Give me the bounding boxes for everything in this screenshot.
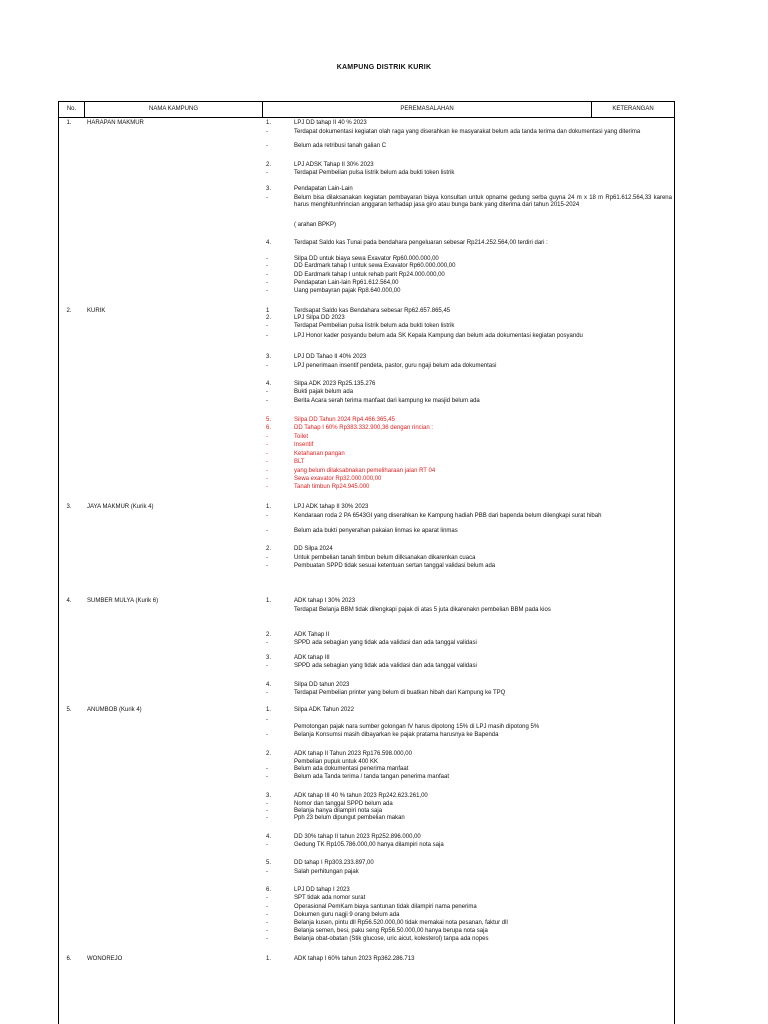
problem-marker: 6. (266, 425, 272, 431)
problem-marker: 1 (266, 308, 270, 314)
problem-line (266, 956, 672, 963)
problem-text: DD Eardmark tahap I untuk sewa Exavator Rp60.000.000,00 (294, 263, 456, 269)
problem-text: Belum ada bukti penyerahan pakaian linmas ke aparat linmas (294, 528, 458, 534)
problem-marker: - (266, 195, 268, 201)
problem-text: Operasional PemKam biaya santunan tidak dilampiri nama penerima (294, 904, 477, 910)
problem-line (266, 815, 672, 822)
problem-line (266, 484, 672, 491)
problem-text: DD tahap I Rp303.233.897,00 (294, 860, 374, 866)
problem-marker: 5. (266, 860, 272, 866)
problem-marker: - (266, 928, 268, 934)
problem-line (266, 333, 672, 340)
problem-marker: 4. (266, 381, 272, 387)
problem-line (266, 272, 672, 279)
problem-text: ADK Tahap II (294, 632, 330, 638)
problem-text: Terdsapat Saldo kas Bendahara sebesar Rp62.657.865,45 (294, 308, 451, 314)
problem-marker: - (266, 904, 268, 910)
problem-line (266, 766, 672, 773)
problem-line (266, 546, 672, 553)
problem-marker: - (266, 869, 268, 875)
problem-line (266, 354, 672, 361)
row-number: 2. (66, 308, 72, 314)
problem-marker: 2. (266, 162, 272, 168)
problem-line (266, 195, 672, 209)
problem-marker: - (266, 272, 268, 278)
problem-text: LPJ Honor kader posyandu belum ada SK Kepala Kampung dan belum ada dokumentasi kegiatan posyandu (294, 333, 583, 339)
problem-text: SPT tidak ada nomor surat (294, 895, 366, 901)
kampung-name: HARAPAN MAKMUR (87, 120, 144, 126)
problem-text: LPJ penerimaan insentif pendeta, pastor, guru ngaji belum ada dokumentasi (294, 363, 497, 369)
problem-text: DD Eardmark tahap I untuk rehab parit Rp24.000.000,00 (294, 272, 445, 278)
problem-line (266, 308, 672, 315)
problem-text: Tanah timbun Rp24.945.000 (294, 484, 370, 490)
kampung-name: ANUMBOB (Kurik 4) (87, 707, 142, 713)
problem-text: Terdapat dokumentasi kegiatan olah raga yang diserahkan ke masyarakat belum ada tanda terima dan dokumentasi yang diterima (294, 129, 641, 135)
problem-marker: - (266, 389, 268, 395)
problem-marker: - (266, 434, 268, 440)
problem-text: Pph 23 belum dipungut pembelian makan (294, 815, 405, 821)
problem-marker: - (266, 920, 268, 926)
problem-text: Berita Acara serah terima manfaat dari kampung ke masjid belum ada (294, 398, 480, 404)
problem-text: Insentif (294, 442, 314, 448)
problem-line (266, 793, 672, 800)
problem-marker: 4. (266, 682, 272, 688)
row-number: 3. (66, 504, 72, 510)
problem-line (266, 887, 672, 894)
problem-text: Pendapatan Lain-Lain (294, 186, 353, 192)
problem-line (266, 442, 672, 449)
problem-line (266, 315, 672, 322)
problem-line (266, 640, 672, 647)
problem-line (266, 513, 672, 520)
problem-marker: - (266, 459, 268, 465)
header-nama-kampung: NAMA KAMPUNG (148, 106, 198, 112)
problem-line (266, 129, 672, 136)
problem-line (266, 162, 672, 169)
page-title: KAMPUNG DISTRIK KURIK (336, 64, 432, 71)
kampung-name: JAYA MAKMUR (Kurik 4) (87, 504, 154, 510)
row-number: 4. (66, 598, 72, 604)
problem-line (266, 143, 672, 150)
problem-text: DD Silpa 2024 (294, 546, 333, 552)
problem-text: Belum bisa dilaksanakan kegiatan pembayaran biaya konsultan untuk opname gedung serba guyna 24 m x 18 m Rp61.612.564,33 karena harus menghitunhrincian anggaran terhadap jasa giro atau bunga bank yang diterima dari tahun 2015-2024 (294, 195, 672, 208)
problem-line (266, 563, 672, 570)
problem-marker: - (266, 476, 268, 482)
problem-marker: 1. (266, 120, 272, 126)
problem-line (266, 834, 672, 841)
problem-line (266, 222, 672, 229)
problem-line (266, 607, 672, 614)
problem-text: LPJ DD Tahao II 40% 2023 (294, 354, 367, 360)
problem-line (266, 240, 672, 247)
problem-text: Silpa ADK 2023 Rp25.135.276 (294, 381, 376, 387)
problem-line (266, 928, 672, 935)
problem-line (266, 801, 672, 808)
problem-line (266, 936, 672, 943)
problem-text: ( arahan BPKP) (294, 222, 337, 228)
problem-text: LPJ DD tahap I 2023 (294, 887, 350, 893)
problem-line (266, 363, 672, 370)
problem-text: SPPD ada sebagian yang tidak ada validasi dan ada tanggal validasi (294, 640, 477, 646)
problem-text: ADK tahap III (294, 655, 330, 661)
problem-marker: 5. (266, 417, 272, 423)
problem-marker: 1. (266, 707, 272, 713)
problem-text: Belanja semen, besi, paku seng Rp56.50.000,00 hanya berupa nota saja (294, 928, 488, 934)
problem-marker: 6. (266, 887, 272, 893)
problem-line (266, 120, 672, 127)
problem-text: Belanja kusen, pintu dll Rp56.520.000,00 tidak memakai nota pesanan, faktur dll (294, 920, 508, 926)
problem-marker: - (266, 912, 268, 918)
problem-line (266, 381, 672, 388)
problem-line (266, 263, 672, 270)
problem-text: Terdapat Belanja BBM tidak dilengkapi pajak di atas 5 juta dikarenakn pembelian BBM pada kios (294, 607, 551, 613)
problem-marker: - (266, 333, 268, 339)
problem-line (266, 555, 672, 562)
problem-marker: 1. (266, 504, 272, 510)
problem-line (266, 186, 672, 193)
problem-marker: 3. (266, 354, 272, 360)
problem-text: ADK tahap I 30% 2023 (294, 598, 356, 604)
problem-marker: - (266, 563, 268, 569)
problem-text: Belanja hanya dilampiri nota saja (294, 808, 383, 814)
problem-text: Ketahanan pangan (294, 451, 345, 457)
problem-marker: - (266, 815, 268, 821)
problem-line (266, 860, 672, 867)
problem-line (266, 920, 672, 927)
problem-marker: - (266, 484, 268, 490)
problem-text: LPJ ADSK Tahap II 30% 2023 (294, 162, 374, 168)
problem-marker: - (266, 442, 268, 448)
problem-marker: - (266, 451, 268, 457)
problem-text: LPJ DD tahap II 40 % 2023 (294, 120, 367, 126)
problem-text: Gedung TK Rp105.786.000,00 hanya dilampiri nota saja (294, 842, 444, 848)
problem-line (266, 451, 672, 458)
problem-marker: - (266, 717, 268, 723)
problem-line (266, 280, 672, 287)
problem-text: ADK tahap II Tahun 2023 Rp176.598.000,00 (294, 751, 412, 757)
problem-marker: - (266, 663, 268, 669)
problem-line (266, 707, 672, 714)
problem-line (266, 323, 672, 330)
problem-marker: 3. (266, 186, 272, 192)
table-border-left (58, 101, 59, 1024)
kampung-name: WONOREJO (87, 956, 123, 962)
problem-text: Kendaraan roda 2 PA 6543GI yang diserahkan ke Kampung hadiah PBB dari bapenda belum dilengkapi surat hibah (294, 513, 602, 519)
problem-text: Terdapat Pembelian pulsa listrik belum ada bukti token listrik (294, 170, 455, 176)
problem-text: Untuk pembelian tanah timbun belum dilksanakan dikarenkan cuaca (294, 555, 476, 561)
header-no: No. (66, 106, 77, 112)
problem-marker: 1. (266, 598, 272, 604)
problem-text: Sewa exavator Rp32.000.000,00 (294, 476, 382, 482)
problem-marker: - (266, 690, 268, 696)
problem-marker: 2. (266, 315, 272, 321)
problem-line (266, 895, 672, 902)
problem-marker: - (266, 895, 268, 901)
problem-text: Salah perhitungan pajak (294, 869, 359, 875)
problem-text: Uang pembayran pajak Rp8.640.000,00 (294, 288, 401, 294)
problem-line (266, 459, 672, 466)
kampung-name: SUMBER MULYA (Kurik 6) (87, 598, 159, 604)
problem-text: Silpa ADK Tahun 2022 (294, 707, 354, 713)
problem-marker: - (266, 143, 268, 149)
problem-line (266, 759, 672, 766)
problem-line (266, 476, 672, 483)
problem-marker: - (266, 808, 268, 814)
problem-marker: 4. (266, 240, 272, 246)
problem-text: LPJ ADK tahap II 30% 2023 (294, 504, 369, 510)
problem-marker: - (266, 513, 268, 519)
problem-marker: - (266, 936, 268, 942)
problem-line (266, 434, 672, 441)
problem-text: Terdapat Saldo kas Tunai pada bendahara pengeluaran sebesar Rp214.252.564,00 terdiri dari : (294, 240, 548, 246)
problem-line (266, 912, 672, 919)
problem-marker: 1. (266, 956, 272, 962)
problem-line (266, 904, 672, 911)
problem-text: Belum ada Tanda terima / tanda tangan penerima manfaat (294, 774, 449, 780)
problem-text: Silpa DD untuk biaya sewa Exavator Rp60.000.000,00 (294, 256, 439, 262)
problem-text: ADK tahap III 40 % tahun 2023 Rp242.623.261,00 (294, 793, 428, 799)
problem-text: yang belum dilaksabnakan pemeliharaan jalan RT 04 (294, 468, 436, 474)
row-number: 5. (66, 707, 72, 713)
row-number: 6. (66, 956, 72, 962)
problem-text: Silpa DD Tahun 2024 Rp4.466.365,45 (294, 417, 395, 423)
problem-line (266, 398, 672, 405)
problem-marker: - (266, 256, 268, 262)
problem-text: DD Tahap I 60% Rp383.332.900,36 dengan rincian : (294, 425, 433, 431)
problem-line (266, 869, 672, 876)
problem-marker: - (266, 801, 268, 807)
problem-line (266, 425, 672, 432)
problem-text: BLT (294, 459, 305, 465)
problem-text: LPJ Silpa DD 2023 (294, 315, 345, 321)
problem-line (266, 655, 672, 662)
problem-marker: 3. (266, 793, 272, 799)
problem-text: Terdapat Pembelian pulsa listrik belum ada bukti token listrik (294, 323, 455, 329)
kampung-name: KURIK (87, 308, 106, 314)
problem-line (266, 417, 672, 424)
problem-line (266, 256, 672, 263)
problem-text: Dokumen guru nagji 9 orang belum ada (294, 912, 400, 918)
problem-text: Pemotongan pajak nara sumber golongan IV harus dipotong 15% di LPJ masih dipotong 5% (294, 724, 540, 730)
table-header-divider (58, 117, 675, 118)
problem-marker: - (266, 555, 268, 561)
problem-text: ADK tahap I 60% tahun 2023 Rp362.286.713 (294, 956, 415, 962)
problem-text: SPPD ada sebagian yang tidak ada validasi dan ada tanggal validasi (294, 663, 477, 669)
problem-line (266, 690, 672, 697)
problem-marker: - (266, 363, 268, 369)
table-border-right (674, 101, 675, 1024)
problem-text: Belanja obat-obatan (Stik glucose, uric aicut, kolesterol) tanpa ada nopes (294, 936, 489, 942)
problem-line (266, 774, 672, 781)
problem-line (266, 751, 672, 758)
table-border-top (58, 101, 675, 102)
problem-line (266, 682, 672, 689)
problem-marker: - (266, 398, 268, 404)
problem-marker: - (266, 732, 268, 738)
problem-line (266, 732, 672, 739)
problem-line (266, 842, 672, 849)
problem-text: Belanja Konsumsi masih dibayarkan ke pajak pratama harusnya ke Bapenda (294, 732, 499, 738)
problem-text: Pembuatan SPPD tidak sesuai ketentuan sertan tanggal validasi belum ada (294, 563, 496, 569)
problem-marker: 2. (266, 546, 272, 552)
problem-line (266, 528, 672, 535)
problem-text: Toilet (294, 434, 309, 440)
problem-marker: 4. (266, 834, 272, 840)
problem-text: Belum ada dokumentasi penerima manfaat (294, 766, 409, 772)
problem-line (266, 170, 672, 177)
problem-marker: - (266, 129, 268, 135)
problem-marker: 2. (266, 751, 272, 757)
problem-line (266, 598, 672, 605)
header-permasalahan: PEREMASALAHAN (400, 106, 454, 112)
problem-marker: - (266, 774, 268, 780)
problem-line (266, 504, 672, 511)
problem-marker: - (266, 766, 268, 772)
problem-marker: - (266, 528, 268, 534)
problem-marker: 2. (266, 632, 272, 638)
problem-marker: - (266, 263, 268, 269)
problem-line (266, 663, 672, 670)
problem-marker: - (266, 842, 268, 848)
problem-line (266, 808, 672, 815)
problem-text: Bukti pajak belum ada (294, 389, 354, 395)
problem-line (266, 724, 672, 731)
problem-marker: - (266, 640, 268, 646)
problem-line (266, 389, 672, 396)
problem-marker: - (266, 288, 268, 294)
problem-marker: 3. (266, 655, 272, 661)
header-keterangan: KETERANGAN (612, 106, 654, 112)
problem-text: Terdapat Pembelian printer yang belum di buatkan hibah dari Kampung ke TPQ (294, 690, 506, 696)
problem-line (266, 288, 672, 295)
row-number: 1. (66, 120, 72, 126)
problem-marker: - (266, 280, 268, 286)
problem-text: Belum ada retribusi tanah galian C (294, 143, 387, 149)
problem-text: Pendapatan Lain-lain Rp61.612.564,00 (294, 280, 399, 286)
problem-line (266, 632, 672, 639)
problem-text: Silpa DD tahun 2023 (294, 682, 350, 688)
problem-line (266, 468, 672, 475)
problem-text: DD 30% tahap II tahun 2023 Rp252.896.000,00 (294, 834, 421, 840)
problem-marker: - (266, 323, 268, 329)
problem-text: Pembelian pupuk untuk 400 KK (294, 759, 379, 765)
problem-marker: - (266, 170, 268, 176)
problem-text: Nomor dan tanggal SPPD belum ada (294, 801, 393, 807)
problem-marker: - (266, 468, 268, 474)
